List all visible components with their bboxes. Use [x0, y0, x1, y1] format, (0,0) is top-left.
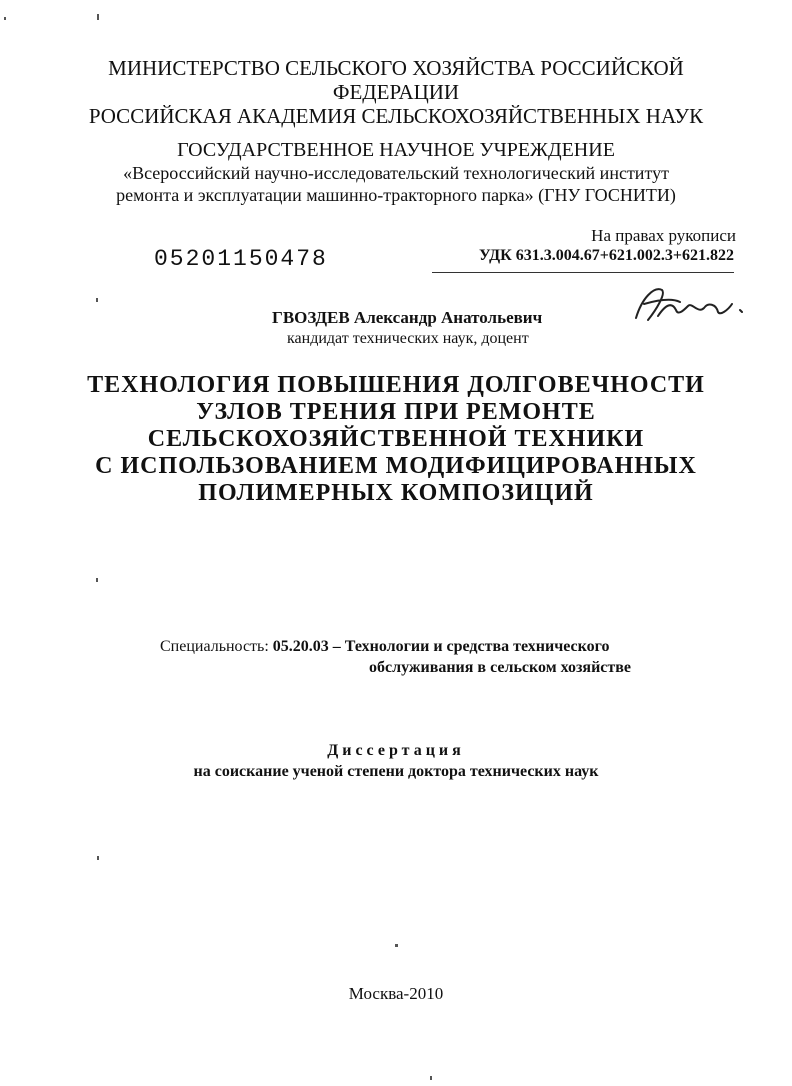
title-line-2: УЗЛОВ ТРЕНИЯ ПРИ РЕМОНТЕ: [196, 399, 596, 425]
title-line-4: С ИСПОЛЬЗОВАНИЕМ МОДИФИЦИРОВАННЫХ: [95, 453, 697, 479]
title-line-5: ПОЛИМЕРНЫХ КОМПОЗИЦИЙ: [198, 480, 594, 506]
signature-icon: [628, 280, 758, 330]
udk-code: УДК 631.3.004.67+621.002.3+621.822: [479, 247, 734, 264]
ministry-line-2: ФЕДЕРАЦИИ: [332, 80, 460, 104]
author-degree: кандидат технических наук, доцент: [287, 330, 529, 347]
scan-speck: [97, 856, 99, 860]
scan-speck: [96, 298, 98, 302]
institution-name-line-2: ремонта и эксплуатации машинно-тракторного парка» (ГНУ ГОСНИТИ): [116, 185, 676, 205]
dissertation-subtitle: на соискание ученой степени доктора технических наук: [193, 763, 599, 780]
ministry-line-3: РОССИЙСКАЯ АКАДЕМИЯ СЕЛЬСКОХОЗЯЙСТВЕННЫХ НАУК: [88, 104, 704, 128]
title-line-3: СЕЛЬСКОХОЗЯЙСТВЕННОЙ ТЕХНИКИ: [147, 426, 645, 452]
udk-divider: [432, 272, 734, 273]
registration-number: 05201150478: [154, 246, 328, 272]
dissertation-heading: Диссертация: [327, 742, 465, 759]
scan-speck: [4, 17, 6, 20]
author-name: ГВОЗДЕВ Александр Анатольевич: [272, 308, 543, 327]
speciality-name-1: – Технологии и средства технического: [332, 638, 610, 655]
scan-speck: [96, 578, 98, 582]
speciality-name-2: обслуживания в сельском хозяйстве: [369, 659, 631, 676]
institution-name-line-1: «Всероссийский научно-исследовательский технологический институт: [123, 163, 669, 183]
manuscript-rights: На правах рукописи: [591, 226, 736, 245]
speciality-block: [160, 636, 631, 678]
speciality-label: Специальность:: [160, 638, 269, 655]
title-line-1: ТЕХНОЛОГИЯ ПОВЫШЕНИЯ ДОЛГОВЕЧНОСТИ: [87, 372, 705, 398]
ministry-line-1: МИНИСТЕРСТВО СЕЛЬСКОГО ХОЗЯЙСТВА РОССИЙСКОЙ: [108, 56, 684, 80]
dissertation-title: [0, 372, 792, 507]
scan-speck: [430, 1076, 432, 1080]
scan-speck: [97, 14, 99, 20]
speciality-code: 05.20.03: [272, 638, 329, 655]
institution-block: [0, 138, 792, 206]
institution-type: ГОСУДАРСТВЕННОЕ НАУЧНОЕ УЧРЕЖДЕНИЕ: [177, 139, 615, 161]
scan-speck: [395, 944, 398, 947]
city-year: Москва-2010: [348, 984, 444, 1003]
ministry-block: [0, 56, 792, 128]
dissertation-block: [0, 740, 792, 782]
